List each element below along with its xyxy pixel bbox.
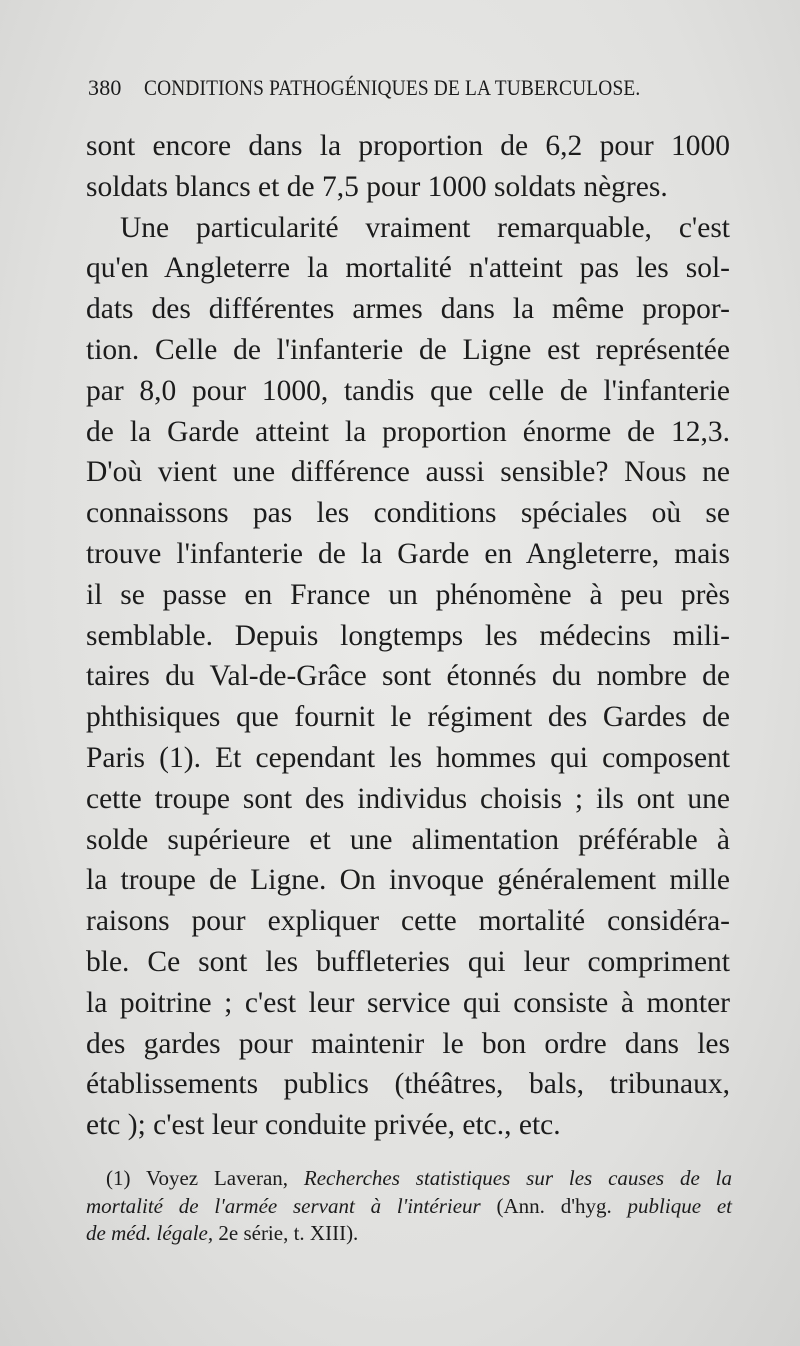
text-line: par 8,0 pour 1000, tandis que celle de l'infanterie — [86, 374, 730, 407]
text-line: connaissons pas les conditions spéciales où se — [86, 497, 730, 530]
running-header — [88, 75, 728, 101]
footnote-journal-name-cont: de méd. légale, — [86, 1221, 214, 1245]
footnote-title-cont: mortalité de l'armée servant à l'intérieur — [86, 1193, 481, 1218]
body-text — [86, 126, 730, 1146]
text-line: dats des différentes armes dans la même propor- — [86, 293, 730, 326]
text-line: taires du Val-de-Grâce sont étonnés du nombre de — [86, 660, 730, 693]
footnote-line — [86, 1220, 732, 1248]
text-line: sont encore dans la proportion de 6,2 pour 1000 — [86, 130, 730, 162]
text-line: Une particularité vraiment remarquable, c'est — [120, 211, 730, 244]
footnote-series: 2e série, t. XIII). — [218, 1221, 359, 1245]
text-line: solde supérieure et une alimentation préférable à — [86, 823, 730, 856]
footnote-line — [86, 1193, 732, 1221]
text-line: trouve l'infanterie de la Garde en Angleterre, mais — [86, 537, 730, 570]
text-line: ble. Ce sont les buffleteries qui leur compriment — [86, 945, 730, 978]
text-line: des gardes pour maintenir le bon ordre dans les — [86, 1027, 730, 1060]
text-line: il se passe en France un phénomène à peu près — [86, 578, 730, 611]
text-line: etc ); c'est leur conduite privée, etc., etc. — [86, 1109, 561, 1142]
text-line: établissements publics (théâtres, bals, tribunaux, — [86, 1068, 730, 1101]
footnote-journal-name: publique et — [627, 1193, 732, 1218]
text-line: raisons pour expliquer cette mortalité considéra- — [86, 905, 730, 938]
footnote-line — [86, 1165, 732, 1193]
text-line: la poitrine ; c'est leur service qui consiste à monter — [86, 986, 730, 1019]
text-line: tion. Celle de l'infanterie de Ligne est représentée — [86, 333, 730, 366]
footnote-title: Recherches statistiques sur les causes de la — [303, 1166, 732, 1190]
text-line: semblable. Depuis longtemps les médecins mili- — [86, 619, 730, 652]
footnote-journal: (Ann. d'hyg. — [496, 1193, 612, 1218]
text-line: D'où vient une différence aussi sensible? Nous ne — [86, 456, 730, 489]
running-title: CONDITIONS PATHOGÉNIQUES DE LA TUBERCULOSE. — [143, 75, 641, 100]
footnote-prefix: Voyez Laveran, — [146, 1166, 289, 1190]
text-line: la troupe de Ligne. On invoque généralement mille — [86, 864, 730, 897]
text-line: soldats blancs et de 7,5 pour 1000 soldats nègres. — [86, 170, 668, 203]
text-line: de la Garde atteint la proportion énorme de 12,3. — [86, 415, 730, 448]
text-line: Paris (1). Et cependant les hommes qui composent — [86, 741, 730, 774]
footnote-marker: (1) — [106, 1166, 131, 1190]
page-number: 380 — [88, 75, 122, 100]
text-line: qu'en Angleterre la mortalité n'atteint pas les sol- — [86, 252, 730, 285]
text-line: phthisiques que fournit le régiment des Gardes de — [86, 701, 730, 734]
text-line: cette troupe sont des individus choisis ; ils ont une — [86, 782, 730, 815]
footnote — [86, 1165, 732, 1248]
